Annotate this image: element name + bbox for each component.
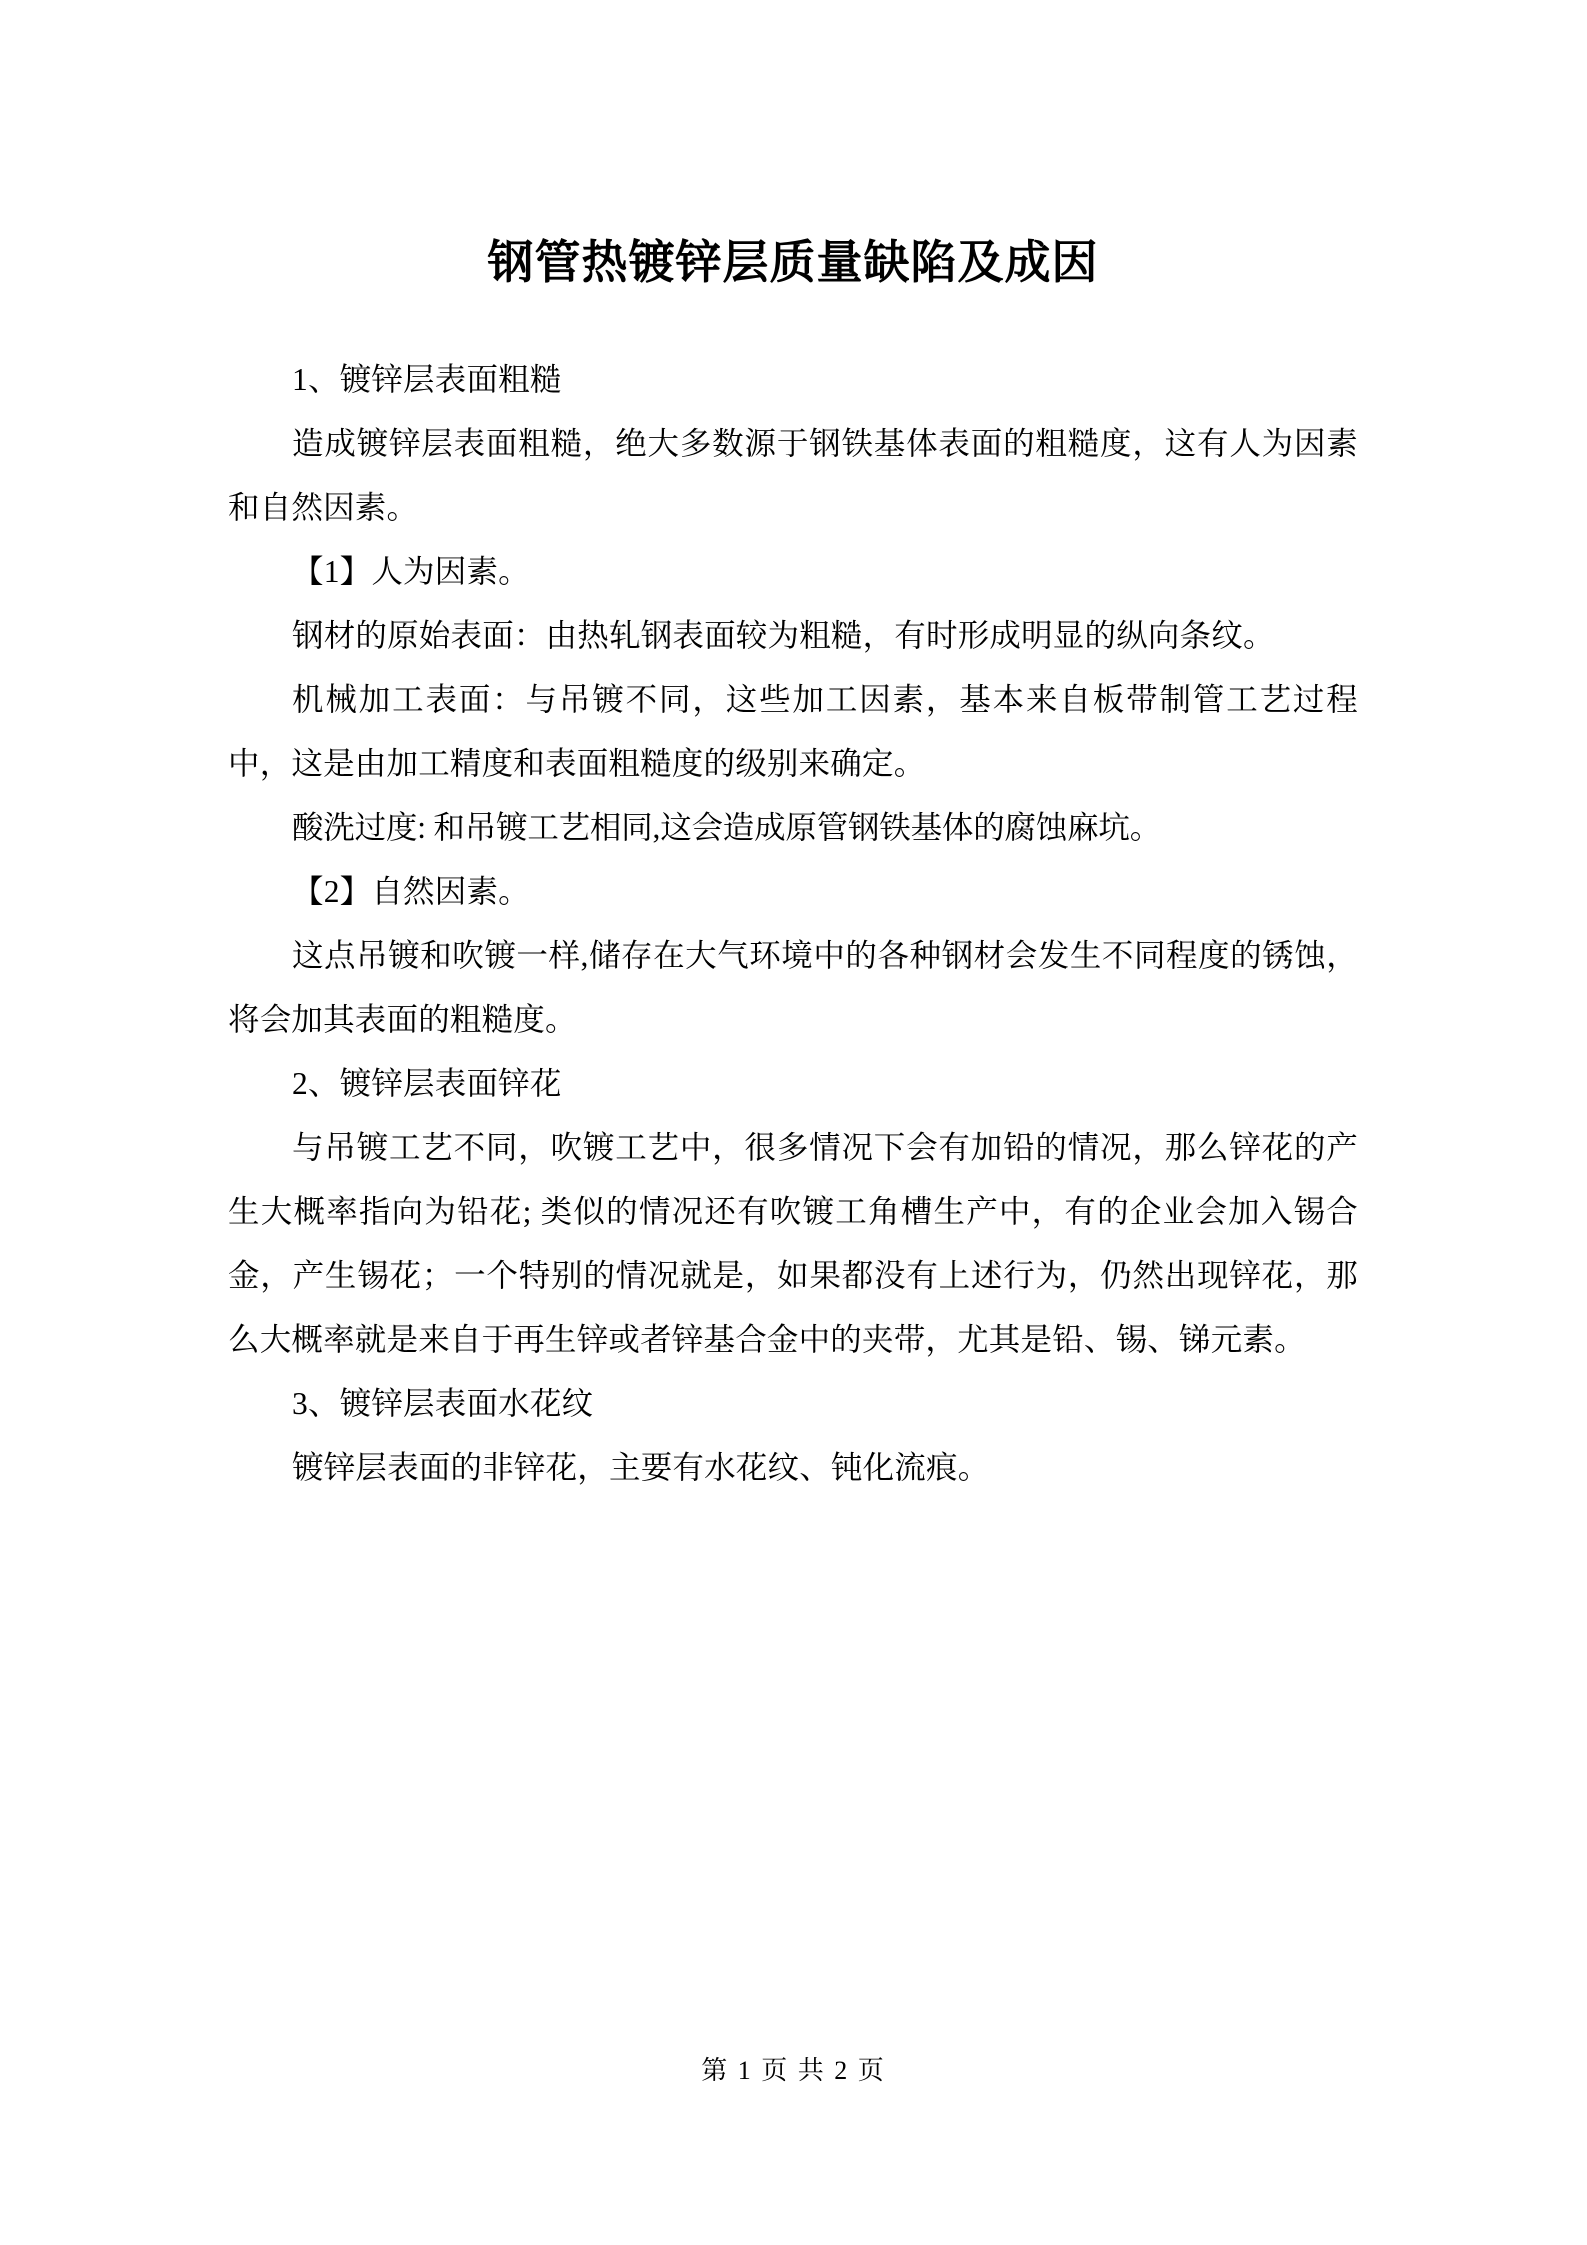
- paragraph-10: 与吊镀工艺不同，吹镀工艺中，很多情况下会有加铅的情况，那么锌花的产生大概率指向为铅花; 类似的情况还有吹镀工角槽生产中，有的企业会加入锡合金，产生锡花；一个特别的情况就是，如果都没有上述行为，仍然出现锌花，那么大概率就是来自于再生锌或者锌基合金中的夹带，尤其是铅、锡、锑元素。: [228, 1130, 1358, 1358]
- document-body: [228, 230, 1358, 1500]
- page-title: 钢管热镀锌层质量缺陷及成因: [487, 235, 1099, 289]
- paragraph-8: 这点吊镀和吹镀一样,储存在大气环境中的各种钢材会发生不同程度的锈蚀，将会加其表面的粗糙度。: [228, 938, 1358, 1038]
- paragraph-5: 机械加工表面：与吊镀不同，这些加工因素，基本来自板带制管工艺过程中，这是由加工精度和表面粗糙度的级别来确定。: [228, 682, 1358, 782]
- paragraph-3: 【1】人为因素。: [292, 554, 530, 590]
- paragraph-7: 【2】自然因素。: [292, 874, 530, 910]
- paragraph-2: 造成镀锌层表面粗糙，绝大多数源于钢铁基体表面的粗糙度，这有人为因素和自然因素。: [228, 426, 1358, 526]
- page-footer: 第 1 页 共 2 页: [701, 2056, 886, 2085]
- paragraph-4: 钢材的原始表面：由热轧钢表面较为粗糙，有时形成明显的纵向条纹。: [292, 618, 1275, 654]
- paragraph-11: 3、镀锌层表面水花纹: [292, 1386, 594, 1422]
- paragraph-12: 镀锌层表面的非锌花，主要有水花纹、钝化流痕。: [292, 1450, 990, 1486]
- paragraph-6: 酸洗过度: 和吊镀工艺相同,这会造成原管钢铁基体的腐蚀麻坑。: [292, 810, 1162, 846]
- paragraph-9: 2、镀锌层表面锌花: [292, 1066, 562, 1102]
- paragraph-1: 1、镀锌层表面粗糙: [292, 362, 562, 398]
